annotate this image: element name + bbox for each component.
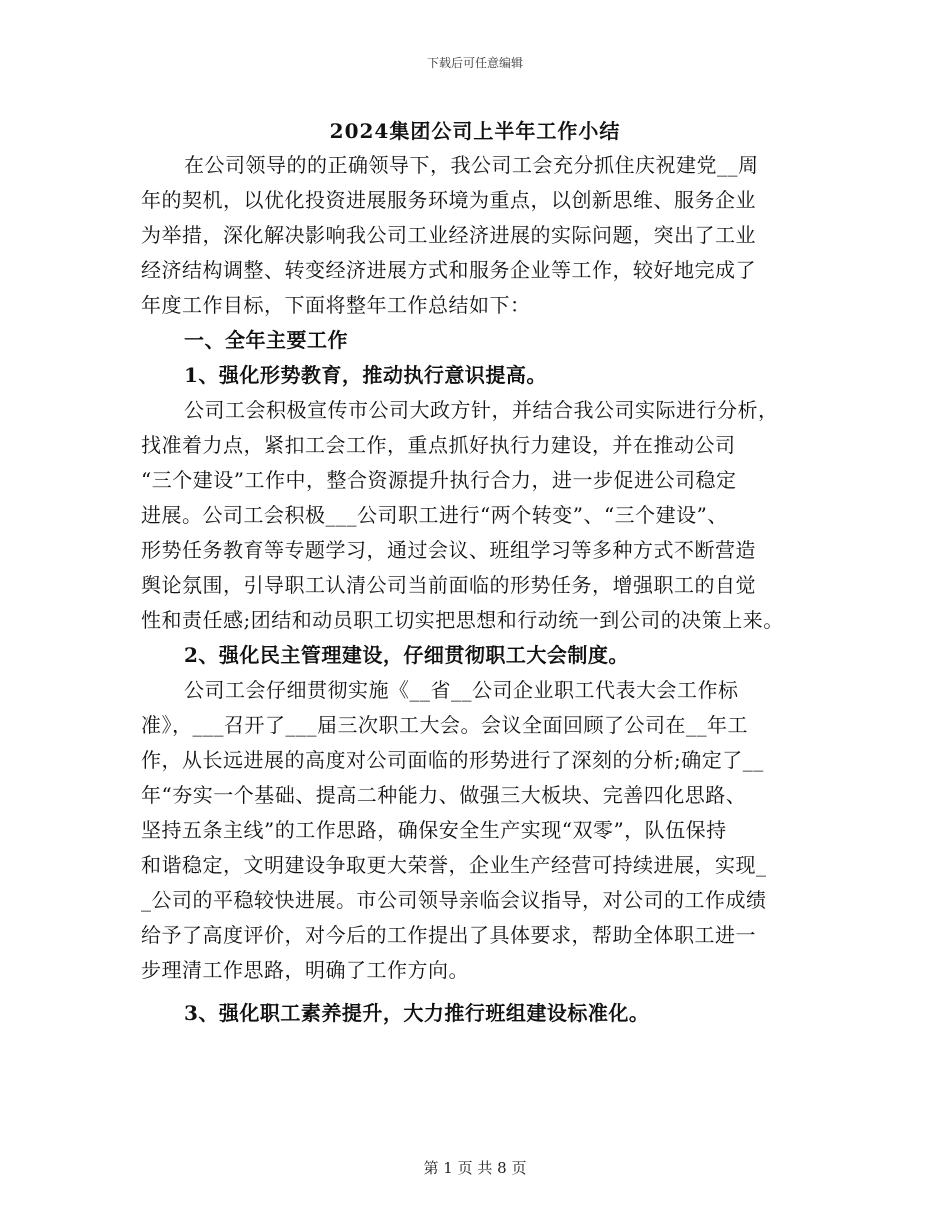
paragraph-line: 形势任务教育等专题学习，通过会议、班组学习等多种方式不断营造 xyxy=(141,538,756,562)
paragraph-line: 步理清工作思路，明确了工作方向。 xyxy=(141,958,469,982)
paragraph-line: 和谐稳定，文明建设争取更大荣誉，企业生产经营可持续进展，实现_ xyxy=(141,853,767,877)
paragraph-line: _公司的平稳较快进展。市公司领导亲临会议指导，对公司的工作成绩 xyxy=(141,888,767,912)
paragraph-line: 年度工作目标，下面将整年工作总结如下： xyxy=(141,293,531,317)
document-title: 2024集团公司上半年工作小结 xyxy=(329,119,621,143)
paragraph-line: 为举措，深化解决影响我公司工业经济进展的实际问题，突出了工业 xyxy=(141,223,756,247)
document-body xyxy=(141,148,826,1031)
paragraph-line: 给予了高度评价，对今后的工作提出了具体要求，帮助全体职工进一 xyxy=(141,923,756,947)
section-heading: 1、强化形势教育，推动执行意识提高。 xyxy=(184,363,547,387)
paragraph-line: 公司工会积极宣传市公司大政方针，并结合我公司实际进行分析， xyxy=(184,398,779,422)
paragraph-line: 性和责任感;团结和动员职工切实把思想和行动统一到公司的决策上来。 xyxy=(141,608,784,632)
paragraph-line: 进展。公司工会积极___公司职工进行“两个转变”、“三个建设”、 xyxy=(141,503,728,527)
paragraph-line: 年的契机，以优化投资进展服务环境为重点，以创新思维、服务企业 xyxy=(141,188,756,212)
paragraph-line: “三个建设”工作中，整合资源提升执行合力，进一步促进公司稳定 xyxy=(141,468,737,492)
paragraph-line: 找准着力点，紧扣工会工作，重点抓好执行力建设，并在推动公司 xyxy=(141,433,736,457)
paragraph-line: 经济结构调整、转变经济进展方式和服务企业等工作，较好地完成了 xyxy=(141,258,756,282)
section-heading: 3、强化职工素养提升，大力推行班组建设标准化。 xyxy=(184,1001,650,1025)
section-heading: 一、全年主要工作 xyxy=(184,328,348,352)
paragraph-line: 在公司领导的的正确领导下，我公司工会充分抓住庆祝建党__周 xyxy=(184,153,759,177)
paragraph-line: 公司工会仔细贯彻实施《__省__公司企业职工代表大会工作标 xyxy=(184,678,739,702)
paragraph-line: 准》，___召开了___届三次职工大会。会议全面回顾了公司在__年工 xyxy=(141,713,748,737)
paragraph-line: 舆论氛围，引导职工认清公司当前面临的形势任务，增强职工的自觉 xyxy=(141,573,756,597)
paragraph-line: 作，从长远进展的高度对公司面临的形势进行了深刻的分析;确定了__ xyxy=(141,748,764,772)
section-heading: 2、强化民主管理建设，仔细贯彻职工大会制度。 xyxy=(184,643,629,667)
page-number: 第 1 页 共 8 页 xyxy=(423,1159,527,1177)
paragraph-line: 坚持五条主线”的工作思路，确保安全生产实现“双零”，队伍保持 xyxy=(141,818,727,842)
header-note: 下载后可任意编辑 xyxy=(426,56,523,70)
paragraph-line: 年“夯实一个基础、提高二种能力、做强三大板块、完善四化思路、 xyxy=(141,783,747,807)
